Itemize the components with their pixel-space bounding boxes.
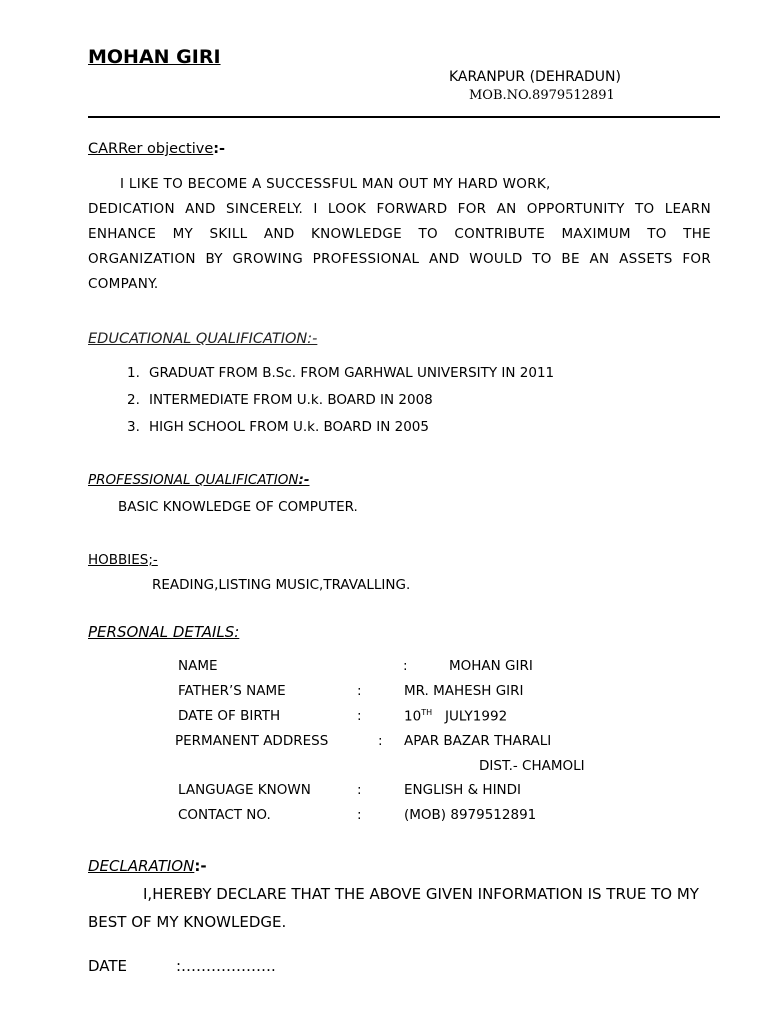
professional-text: BASIC KNOWLEDGE OF COMPUTER.: [118, 499, 358, 515]
pd-label: NAME: [178, 658, 218, 674]
declaration-text: I,HEREBY DECLARE THAT THE ABOVE GIVEN INFORMATION IS TRUE TO MY BEST OF MY KNOWLEDGE.: [88, 885, 699, 931]
pd-value: [404, 708, 507, 725]
career-objective-text: [88, 172, 711, 297]
career-heading-main: CARRer objective: [88, 141, 214, 157]
declaration-heading-main: DECLARATION: [88, 857, 195, 875]
education-item-number: 1.: [127, 365, 140, 381]
pd-label: FATHER’S NAME: [178, 683, 286, 699]
pd-value: MR. MAHESH GIRI: [404, 683, 524, 699]
header-divider: [88, 116, 720, 118]
pd-label: CONTACT NO.: [178, 807, 271, 823]
education-item: [127, 365, 554, 381]
address: KARANPUR (DEHRADUN): [449, 69, 621, 85]
declaration-heading-suffix: :-: [194, 857, 207, 875]
pd-value: ENGLISH & HINDI: [404, 782, 522, 798]
dob-day: 10: [404, 708, 422, 725]
mobile-number: MOB.NO.8979512891: [469, 88, 615, 103]
education-item-text: INTERMEDIATE FROM U.k. BOARD IN 2008: [149, 392, 433, 408]
pd-separator: :: [357, 683, 362, 699]
career-objective-heading: [88, 141, 225, 157]
pd-separator: :: [357, 807, 362, 823]
pd-value: MOHAN GIRI: [449, 658, 533, 674]
professional-heading-suffix: :-: [298, 472, 310, 488]
professional-heading-main: PROFESSIONAL QUALIFICATION: [88, 472, 299, 488]
dob-day-suffix: TH: [421, 708, 433, 717]
candidate-name: MOHAN GIRI: [88, 46, 221, 68]
pd-separator: :: [357, 782, 362, 798]
education-item: [127, 419, 429, 435]
career-line-1: [88, 172, 711, 197]
education-heading: EDUCATIONAL QUALIFICATION:-: [88, 331, 318, 347]
pd-value: DIST.- CHAMOLI: [479, 758, 585, 774]
pd-separator: :: [403, 658, 408, 674]
personal-details-heading: PERSONAL DETAILS:: [88, 623, 240, 641]
career-heading-suffix: :-: [213, 141, 226, 157]
pd-separator: :: [378, 733, 383, 749]
pd-separator: :: [357, 708, 362, 724]
career-line1-text: I LIKE TO BECOME A SUCCESSFUL MAN OUT MY HARD WORK,: [120, 176, 551, 192]
pd-label: LANGUAGE KNOWN: [178, 782, 311, 798]
pd-value: (MOB) 8979512891: [404, 807, 537, 823]
professional-heading: [88, 472, 310, 488]
pd-label: PERMANENT ADDRESS: [175, 733, 329, 749]
pd-label: DATE OF BIRTH: [178, 708, 281, 724]
education-item-number: 3.: [127, 419, 140, 435]
date-label: DATE: [88, 957, 128, 975]
pd-value: APAR BAZAR THARALI: [404, 733, 552, 749]
dob-month-year: JULY1992: [444, 708, 508, 725]
education-item-number: 2.: [127, 392, 140, 408]
career-rest: DEDICATION AND SINCERELY. I LOOK FORWARD FOR AN OPPORTUNITY TO LEARN ENHANCE MY SKILL AND KNOWLEDGE TO CONTRIBUTE MAXIMUM TO THE ORGANIZATION BY GROWING PROFESSIONAL AND WOULD TO BE AN ASSETS FOR COMPANY.: [88, 201, 711, 292]
education-item-text: HIGH SCHOOL FROM U.k. BOARD IN 2005: [149, 419, 429, 435]
declaration-heading: [88, 857, 207, 875]
hobbies-heading: HOBBIES;-: [88, 552, 158, 568]
hobbies-text: READING,LISTING MUSIC,TRAVALLING.: [152, 577, 411, 593]
education-item-text: GRADUAT FROM B.Sc. FROM GARHWAL UNIVERSITY IN 2011: [149, 365, 555, 381]
date-value: :……………….: [176, 957, 276, 975]
education-item: [127, 392, 433, 408]
